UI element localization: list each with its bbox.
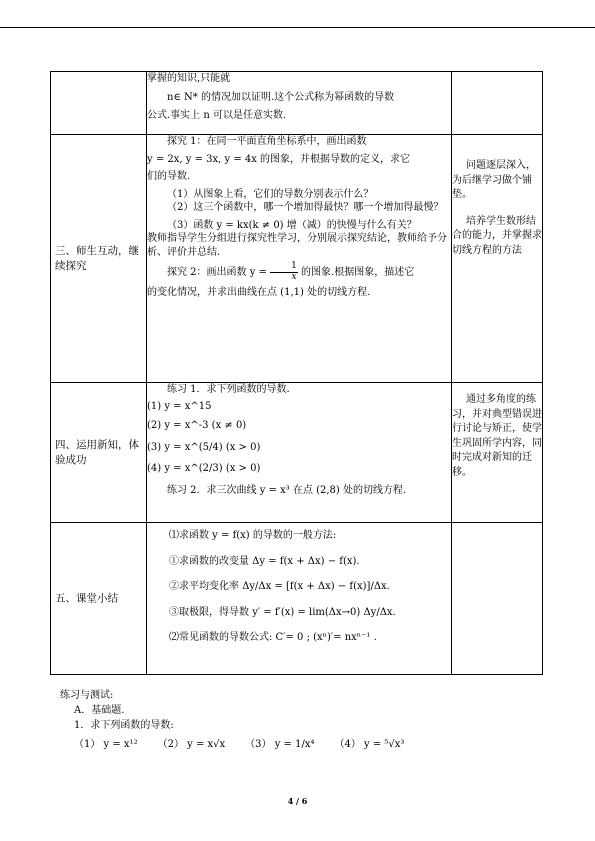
table-row [51, 135, 543, 383]
header-rule [0, 27, 595, 28]
lesson-table [50, 71, 543, 675]
section-label: 五、课堂小结 [55, 591, 118, 604]
row1-content: 探究 1：在同一平面直角坐标系中，画出函数 y = 2x, y = 3x, y = 4x 的图象，并根据导数的定义，求它 们的导数. （1）从图象上看，它们的导数分别表示什么？ （2）这三个函数中，哪一个增加得最快？哪一个增加得最慢？ （3）函数 y = kx(k ≠ 0) 增（减）的快慢与什么有关？ 教师指导学生分组进行探究性学习，分别展示探究结论，教师给予分析、评价并总结. 探究 2：画出函数 y = $\frac{1}{x}$ 的图象.根据图象，描述它 的变化情况，并求出曲线在点 (1,1) 处的切线方程. [147, 135, 452, 383]
fraction: $\frac{1}{x}$ [270, 262, 298, 283]
row3-content: ⑴求函数 y = f(x) 的导数的一般方法: ①求函数的改变量 Δy = f(x + Δx) − f(x). ②求平均变化率 Δy/Δx = [f(x + Δx) − f(x)]/Δx. ③取极限，得导数 y′ = f′(x) = lim(Δx→0) Δy/Δx. ⑵常见函数的导数公式: C′= 0 ; (xⁿ)′= nxⁿ⁻¹ . [147, 523, 452, 675]
section-label: 三、师生互动，继续探究 [55, 244, 139, 272]
exercise-section: 练习与测试: A．基础题. 1．求下列函数的导数: （1） y = x¹² （2） y = x√x （3） y = 1/x⁴ （4） y = ⁵√x³ [60, 688, 540, 752]
page-number: 4 / 6 [287, 796, 308, 806]
row2-notes: 通过多角度的练习，并对典型错误进行讨论与矫正，使学生巩固所学内容，同时完成对新知的迁移。 [452, 383, 543, 523]
row2-content: 练习 1．求下列函数的导数. (1) y = x^15 (2) y = x^-3 (x ≠ 0) (3) y = x^(5/4) (x > 0) (4) y = x^(2/3) (x > 0) 练习 2．求三次曲线 y = x³ 在点 (2,8) 处的切线方程. [147, 383, 452, 523]
exercise-row: （1） y = x¹² （2） y = x√x （3） y = 1/x⁴ （4） y = ⁵√x³ [74, 739, 405, 750]
table-row [51, 523, 543, 675]
row1-notes: 问题逐层深入，为后继学习做个铺垫。 培养学生数形结合的能力，并掌握求切线方程的方法 [452, 135, 543, 383]
section-label: 四、运用新知，体验成功 [55, 438, 139, 466]
table-row [51, 383, 543, 523]
table-row [51, 72, 543, 135]
row0-content: 掌握的知识,只能就 n∈ N* 的情况加以证明.这个公式称为幂函数的导数 公式.事实上 n 可以是任意实数. [147, 72, 452, 135]
